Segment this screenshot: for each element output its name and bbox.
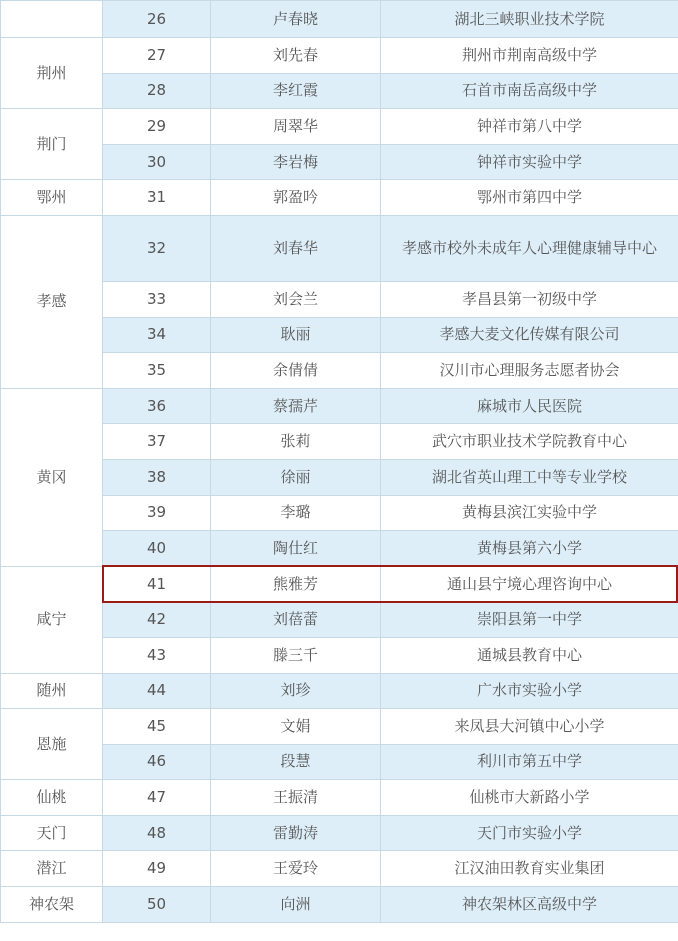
number-cell: 41 — [103, 566, 211, 602]
table-row — [1, 495, 678, 531]
region-cell — [1, 1, 103, 38]
organization-cell: 孝昌县第一初级中学 — [381, 281, 678, 317]
number-cell: 28 — [103, 73, 211, 109]
organization-cell: 鄂州市第四中学 — [381, 180, 678, 216]
region-cell: 天门 — [1, 815, 103, 851]
name-cell: 余倩倩 — [211, 353, 381, 389]
name-cell: 王爱玲 — [211, 851, 381, 887]
table-row — [1, 673, 678, 709]
organization-cell: 黄梅县滨江实验中学 — [381, 495, 678, 531]
region-cell: 黄冈 — [1, 388, 103, 566]
number-cell: 48 — [103, 815, 211, 851]
organization-cell: 黄梅县第六小学 — [381, 531, 678, 567]
organization-cell: 石首市南岳高级中学 — [381, 73, 678, 109]
organization-cell: 汉川市心理服务志愿者协会 — [381, 353, 678, 389]
table-row — [1, 109, 678, 145]
organization-cell: 钟祥市第八中学 — [381, 109, 678, 145]
organization-cell: 荆州市荆南高级中学 — [381, 38, 678, 74]
region-cell: 恩施 — [1, 709, 103, 780]
table-row — [1, 1, 678, 38]
number-cell: 29 — [103, 109, 211, 145]
region-cell: 孝感 — [1, 215, 103, 388]
name-cell: 文娟 — [211, 709, 381, 745]
table-row — [1, 602, 678, 638]
table-row — [1, 73, 678, 109]
organization-cell: 通城县教育中心 — [381, 637, 678, 673]
table-row — [1, 144, 678, 180]
table-row — [1, 317, 678, 353]
table-row — [1, 424, 678, 460]
table-row — [1, 459, 678, 495]
name-cell: 李璐 — [211, 495, 381, 531]
number-cell: 46 — [103, 744, 211, 780]
table-row — [1, 388, 678, 424]
number-cell: 27 — [103, 38, 211, 74]
name-cell: 刘珍 — [211, 673, 381, 709]
name-cell: 雷勤涛 — [211, 815, 381, 851]
organization-cell: 广水市实验小学 — [381, 673, 678, 709]
region-cell: 鄂州 — [1, 180, 103, 216]
name-cell: 李红霞 — [211, 73, 381, 109]
name-cell: 卢春晓 — [211, 1, 381, 38]
table-row-highlighted — [1, 566, 678, 602]
organization-cell: 天门市实验小学 — [381, 815, 678, 851]
number-cell: 42 — [103, 602, 211, 638]
name-cell: 郭盈吟 — [211, 180, 381, 216]
name-cell: 刘蓓蕾 — [211, 602, 381, 638]
name-cell: 向洲 — [211, 887, 381, 923]
number-cell: 36 — [103, 388, 211, 424]
name-cell: 张莉 — [211, 424, 381, 460]
organization-cell: 钟祥市实验中学 — [381, 144, 678, 180]
number-cell: 43 — [103, 637, 211, 673]
table-row — [1, 637, 678, 673]
table-row — [1, 38, 678, 74]
organization-cell: 利川市第五中学 — [381, 744, 678, 780]
organization-cell: 仙桃市大新路小学 — [381, 780, 678, 816]
number-cell: 39 — [103, 495, 211, 531]
name-cell: 周翠华 — [211, 109, 381, 145]
number-cell: 32 — [103, 215, 211, 281]
region-cell: 仙桃 — [1, 780, 103, 816]
number-cell: 35 — [103, 353, 211, 389]
region-cell: 咸宁 — [1, 566, 103, 673]
number-cell: 47 — [103, 780, 211, 816]
organization-cell: 江汉油田教育实业集团 — [381, 851, 678, 887]
name-cell: 蔡孺芹 — [211, 388, 381, 424]
organization-cell: 孝感市校外未成年人心理健康辅导中心 — [381, 215, 678, 281]
organization-cell: 崇阳县第一中学 — [381, 602, 678, 638]
name-cell: 刘春华 — [211, 215, 381, 281]
region-cell: 随州 — [1, 673, 103, 709]
name-cell: 徐丽 — [211, 459, 381, 495]
table-row — [1, 709, 678, 745]
table-row — [1, 815, 678, 851]
organization-cell: 湖北三峡职业技术学院 — [381, 1, 678, 38]
table-row — [1, 531, 678, 567]
number-cell: 37 — [103, 424, 211, 460]
number-cell: 26 — [103, 1, 211, 38]
table-row — [1, 851, 678, 887]
name-cell: 刘会兰 — [211, 281, 381, 317]
table-row — [1, 744, 678, 780]
organization-cell: 来凤县大河镇中心小学 — [381, 709, 678, 745]
name-cell: 李岩梅 — [211, 144, 381, 180]
organization-cell: 通山县宁境心理咨询中心 — [381, 566, 678, 602]
number-cell: 33 — [103, 281, 211, 317]
number-cell: 45 — [103, 709, 211, 745]
number-cell: 30 — [103, 144, 211, 180]
name-cell: 段慧 — [211, 744, 381, 780]
organization-cell: 麻城市人民医院 — [381, 388, 678, 424]
number-cell: 49 — [103, 851, 211, 887]
organization-cell: 湖北省英山理工中等专业学校 — [381, 459, 678, 495]
table-row — [1, 780, 678, 816]
table-row — [1, 353, 678, 389]
name-cell: 陶仕红 — [211, 531, 381, 567]
number-cell: 38 — [103, 459, 211, 495]
region-cell: 荆门 — [1, 109, 103, 180]
number-cell: 31 — [103, 180, 211, 216]
table-row — [1, 215, 678, 281]
name-cell: 耿丽 — [211, 317, 381, 353]
organization-cell: 武穴市职业技术学院教育中心 — [381, 424, 678, 460]
name-cell: 王振清 — [211, 780, 381, 816]
region-cell: 荆州 — [1, 38, 103, 109]
number-cell: 44 — [103, 673, 211, 709]
number-cell: 34 — [103, 317, 211, 353]
region-cell: 神农架 — [1, 887, 103, 923]
organization-cell: 神农架林区高级中学 — [381, 887, 678, 923]
name-cell: 刘先春 — [211, 38, 381, 74]
number-cell: 40 — [103, 531, 211, 567]
name-cell: 滕三千 — [211, 637, 381, 673]
table-row — [1, 180, 678, 216]
number-cell: 50 — [103, 887, 211, 923]
table-row — [1, 887, 678, 923]
region-cell: 潜江 — [1, 851, 103, 887]
organization-cell: 孝感大麦文化传媒有限公司 — [381, 317, 678, 353]
table-row — [1, 281, 678, 317]
name-cell: 熊雅芳 — [211, 566, 381, 602]
